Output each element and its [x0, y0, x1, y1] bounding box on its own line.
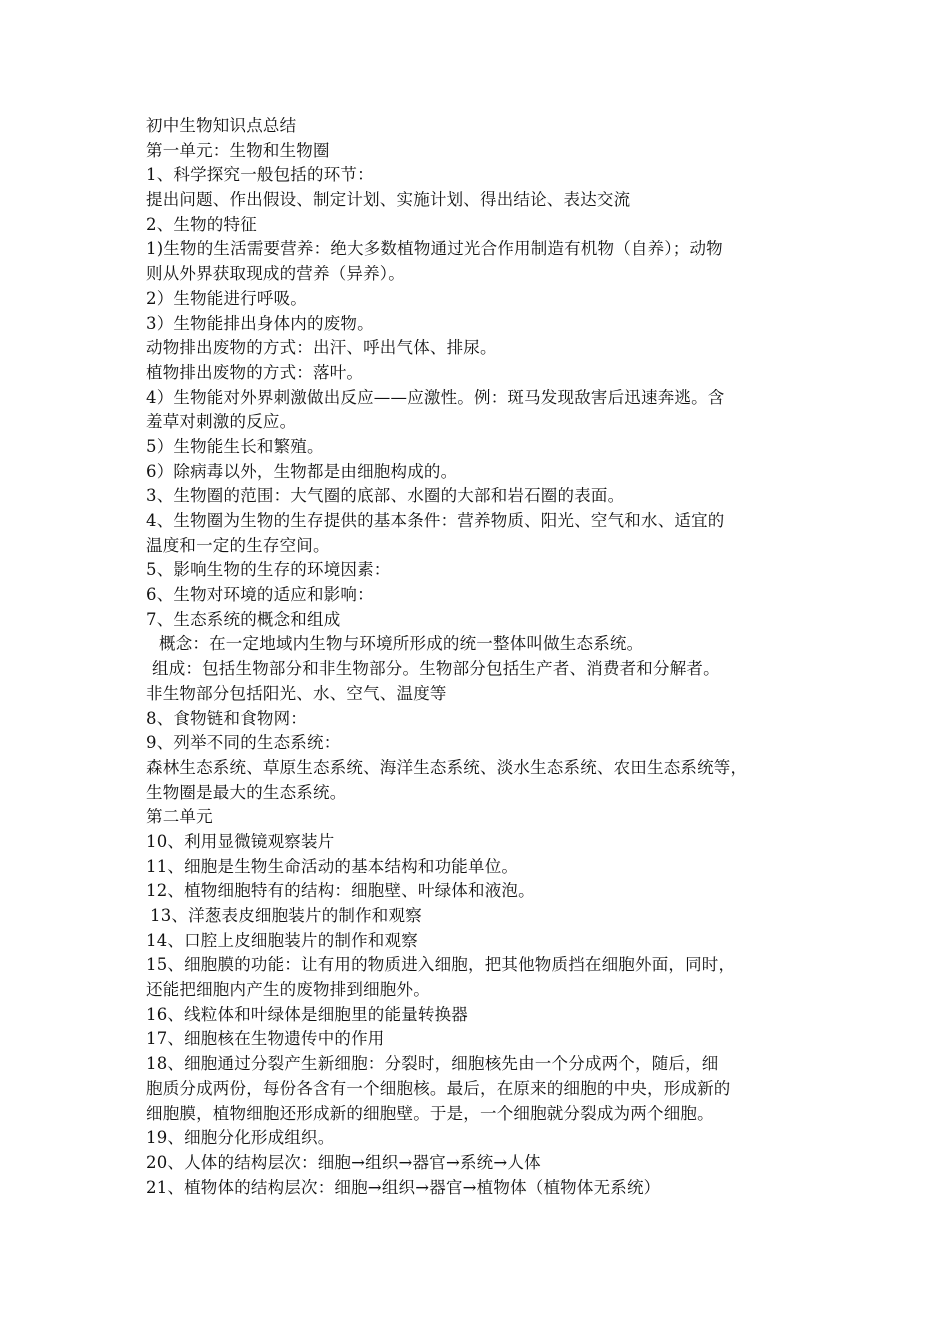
text-line: 1、科学探究一般包括的环节： [146, 165, 374, 185]
text-line: 提出问题、作出假设、制定计划、实施计划、得出结论、表达交流 [146, 190, 631, 210]
text-line: 8、食物链和食物网： [146, 708, 307, 728]
text-line: 11、细胞是生物生命活动的基本结构和功能单位。 [146, 856, 519, 876]
text-line: 10、利用显微镜观察装片 [146, 831, 335, 851]
text-line: 14、口腔上皮细胞装片的制作和观察 [146, 930, 418, 950]
text-line: 13、洋葱表皮细胞装片的制作和观察 [150, 906, 422, 925]
text-line: 动物排出废物的方式：出汗、呼出气体、排尿。 [146, 338, 497, 358]
text-line: 9、列举不同的生态系统： [146, 733, 341, 753]
text-line: 组成：包括生物部分和非生物部分。生物部分包括生产者、消费者和分解者。 [152, 659, 720, 679]
text-line: 6、生物对环境的适应和影响： [146, 585, 374, 605]
text-line: 18、细胞通过分裂产生新细胞：分裂时，细胞核先由一个分成两个，随后，细 [146, 1054, 719, 1074]
text-line: 1)生物的生活需要营养：绝大多数植物通过光合作用制造有机物（自养）；动物 [146, 239, 723, 259]
text-line: 5、影响生物的生存的环境因素： [146, 560, 391, 580]
text-line: 6）除病毒以外，生物都是由细胞构成的。 [146, 461, 458, 481]
unit-heading: 第二单元 [146, 807, 213, 827]
text-line: 羞草对刺激的反应。 [146, 412, 297, 432]
text-line: 16、线粒体和叶绿体是细胞里的能量转换器 [146, 1004, 468, 1024]
text-line: 细胞膜，植物细胞还形成新的细胞壁。于是，一个细胞就分裂成为两个细胞。 [146, 1103, 714, 1123]
document-title: 初中生物知识点总结 [146, 116, 297, 135]
text-line: 2、生物的特征 [146, 214, 257, 234]
text-line: 3）生物能排出身体内的废物。 [146, 313, 374, 333]
text-line: 2）生物能进行呼吸。 [146, 288, 307, 308]
text-line: 3、生物圈的范围：大气圈的底部、水圈的大部和岩石圈的表面。 [146, 486, 625, 506]
text-line: 概念：在一定地域内生物与环境所形成的统一整体叫做生态系统。 [159, 634, 644, 654]
text-line: 20、人体的结构层次：细胞→组织→器官→系统→人体 [146, 1152, 541, 1172]
text-line: 12、植物细胞特有的结构：细胞壁、叶绿体和液泡。 [146, 881, 535, 901]
text-line: 17、细胞核在生物遗传中的作用 [146, 1029, 385, 1049]
text-line: 15、细胞膜的功能：让有用的物质进入细胞，把其他物质挡在细胞外面，同时， [146, 955, 736, 975]
text-line: 21、植物体的结构层次：细胞→组织→器官→植物体（植物体无系统） [146, 1177, 661, 1197]
unit-heading: 第一单元：生物和生物圈 [146, 140, 330, 160]
text-line: 还能把细胞内产生的废物排到细胞外。 [146, 980, 430, 1000]
text-line: 胞质分成两份，每份各含有一个细胞核。最后，在原来的细胞的中央，形成新的 [146, 1078, 731, 1098]
text-line: 生物圈是最大的生态系统。 [146, 782, 347, 802]
text-line: 4、生物圈为生物的生存提供的基本条件：营养物质、阳光、空气和水、适宜的 [146, 511, 725, 530]
text-line: 非生物部分包括阳光、水、空气、温度等 [146, 683, 447, 703]
text-line: 19、细胞分化形成组织。 [146, 1128, 335, 1148]
text-line: 植物排出废物的方式：落叶。 [146, 362, 364, 382]
document-body [146, 114, 811, 1200]
text-line: 则从外界获取现成的营养（异养）。 [146, 264, 405, 284]
text-line: 森林生态系统、草原生态系统、海洋生态系统、淡水生态系统、农田生态系统等， [146, 757, 748, 777]
text-line: 4）生物能对外界刺激做出反应——应激性。例：斑马发现敌害后迅速奔逃。含 [146, 387, 725, 407]
text-line: 5）生物能生长和繁殖。 [146, 436, 324, 456]
text-line: 温度和一定的生存空间。 [146, 535, 330, 555]
text-line: 7、生态系统的概念和组成 [146, 609, 341, 629]
